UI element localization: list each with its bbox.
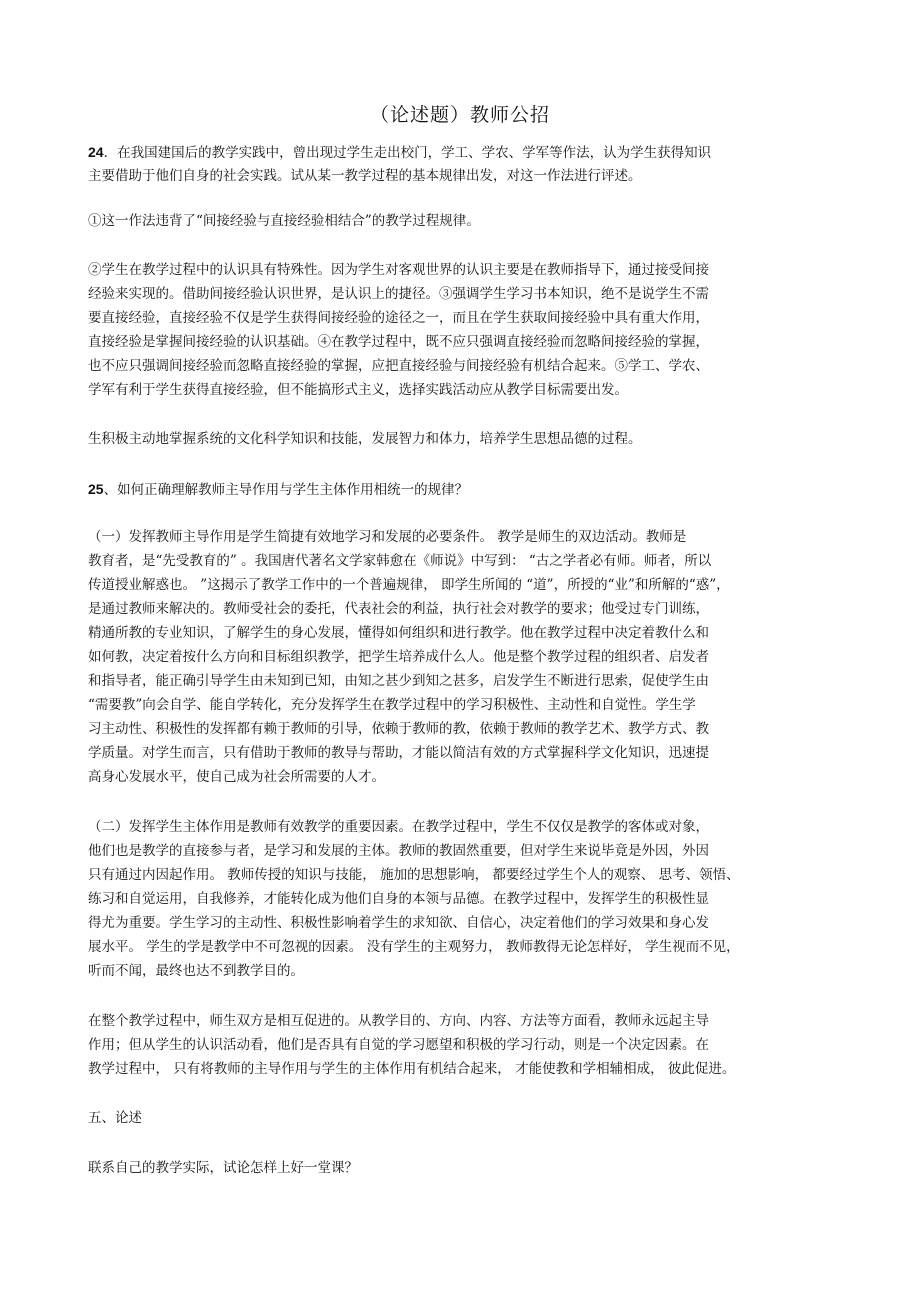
answer-24-para-line: 学军有利于学生获得直接经验，但不能搞形式主义，选择实践活动应从教学目标需要出发。 [88, 382, 628, 398]
answer-25-part-2-line: （二）发挥学生主体作用是教师有效教学的重要因素。在教学过程中，学生不仅仅是教学的客体或对象， [88, 819, 709, 835]
answer-25-conclusion-line: 作用；但从学生的认识活动看，他们是否具有自觉的学习愿望和积极的学习行动，则是一个决定因素。在 [88, 1037, 709, 1053]
answer-25-part-1-line: “需要教”向会自学、能自学转化，充分发挥学生在教学过程中的学习积极性、主动性和自觉性。学生学 [88, 697, 696, 713]
answer-24-para-line: 要直接经验，直接经验不仅是学生获得间接经验的途径之一，而且在学生获取间接经验中具有重大作用， [88, 310, 709, 326]
answer-25-part-1-line: 高身心发展水平，使自己成为社会所需要的人才。 [88, 769, 385, 785]
answer-25-part-1-line: 是通过教师来解决的。教师受社会的委托，代表社会的利益，执行社会对教学的要求；他受过专门训练， [88, 601, 709, 617]
answer-24-para-line: 经验来实现的。借助间接经验认识世界，是认识上的捷径。③强调学生学习书本知识，绝不是说学生不需 [88, 286, 709, 302]
answer-25-conclusion-line: 教学过程中， 只有将教师的主导作用与学生的主体作用有机结合起来， 才能使教和学相辅相成， 彼此促进。 [88, 1061, 736, 1077]
answer-25-part-2-line: 听而不闻，最终也达不到教学目的。 [88, 963, 304, 979]
question-24-line-2: 主要借助于他们自身的社会实践。试从某一教学过程的基本规律出发，对这一作法进行评述。 [88, 168, 642, 184]
answer-25-part-1-line: 和指导者，能正确引导学生由未知到已知，由知之甚少到知之甚多，启发学生不断进行思索，促使学生由 [88, 673, 709, 689]
answer-25-part-1-line: 教育者，是“先受教育的” 。我国唐代著名文学家韩愈在《师说》中写到： “古之学者必有师。师者，所以 [88, 553, 712, 569]
answer-24-para-line: 也不应只强调间接经验而忽略直接经验的掌握，应把直接经验与间接经验有机结合起来。⑤学工、学农、 [88, 358, 709, 374]
answer-25-part-1-line: 精通所教的专业知识，了解学生的身心发展，懂得如何组织和进行教学。他在教学过程中决定着教什么和 [88, 625, 709, 641]
answer-25-conclusion-line: 在整个教学过程中，师生双方是相互促进的。从教学目的、方向、内容、方法等方面看，教师永远起主导 [88, 1013, 709, 1029]
question-24-line-1: 24．在我国建国后的教学实践中，曾出现过学生走出校门，学工、学农、学军等作法，认为学生获得知识 [88, 144, 712, 161]
answer-24-point-1: ①这一作法违背了“间接经验与直接经验相结合”的教学过程规律。 [88, 213, 480, 229]
answer-25-part-1-line: 如何教，决定着按什么方向和目标组织教学，把学生培养成什么人。他是整个教学过程的组织者、启发者 [88, 649, 709, 665]
answer-25-part-2-line: 只有通过内因起作用。 教师传授的知识与技能， 施加的思想影响， 都要经过学生个人的观察、 思考、领悟、 [88, 867, 740, 883]
document-title: （论述题）教师公招 [369, 104, 550, 126]
answer-25-part-2-line: 展水平。 学生的学是教学中不可忽视的因素。 没有学生的主观努力， 教师教得无论怎样好， 学生视而不见， [88, 939, 740, 955]
section-5-heading: 五、论述 [88, 1110, 142, 1126]
answer-25-part-1-line: 传道授业解惑也。 ”这揭示了教学工作中的一个普遍规律， 即学生所闻的 “道”，所授的“业”和所解的“惑”， [88, 577, 730, 593]
answer-25-part-2-line: 他们也是教学的直接参与者，是学习和发展的主体。教师的教固然重要，但对学生来说毕竟是外因，外因 [88, 843, 709, 859]
answer-25-part-1-line: （一）发挥教师主导作用是学生简捷有效地学习和发展的必要条件。 教学是师生的双边活动。教师是 [88, 529, 687, 545]
answer-25-part-1-line: 习主动性、积极性的发挥都有赖于教师的引导，依赖于教师的教，依赖于教师的教学艺术、教学方式、教 [88, 721, 709, 737]
answer-24-closing-line: 生积极主动地掌握系统的文化科学知识和技能，发展智力和体力，培养学生思想品德的过程。 [88, 431, 642, 447]
question-25-number: 25 [88, 481, 104, 497]
answer-24-para-line: ②学生在教学过程中的认识具有特殊性。因为学生对客观世界的认识主要是在教师指导下，通过接受间接 [88, 262, 709, 278]
question-24-number: 24 [88, 144, 104, 160]
question-25-line: 25、如何正确理解教师主导作用与学生主体作用相统一的规律？ [88, 481, 469, 498]
answer-25-part-2-line: 练习和自觉运用，自我修养，才能转化成为他们自身的本领与品德。在教学过程中，发挥学生的积极性显 [88, 891, 709, 907]
answer-24-para-line: 直接经验是掌握间接经验的认识基础。④在教学过程中，既不应只强调直接经验而忽略间接经验的掌握， [88, 334, 709, 350]
answer-25-part-1-line: 学质量。对学生而言，只有借助于教师的教导与帮助，才能以简洁有效的方式掌握科学文化知识，迅速提 [88, 745, 709, 761]
answer-25-part-2-line: 得尤为重要。学生学习的主动性、积极性影响着学生的求知欲、自信心，决定着他们的学习效果和身心发 [88, 915, 709, 931]
final-question: 联系自己的教学实际，试论怎样上好一堂课？ [88, 1160, 358, 1176]
